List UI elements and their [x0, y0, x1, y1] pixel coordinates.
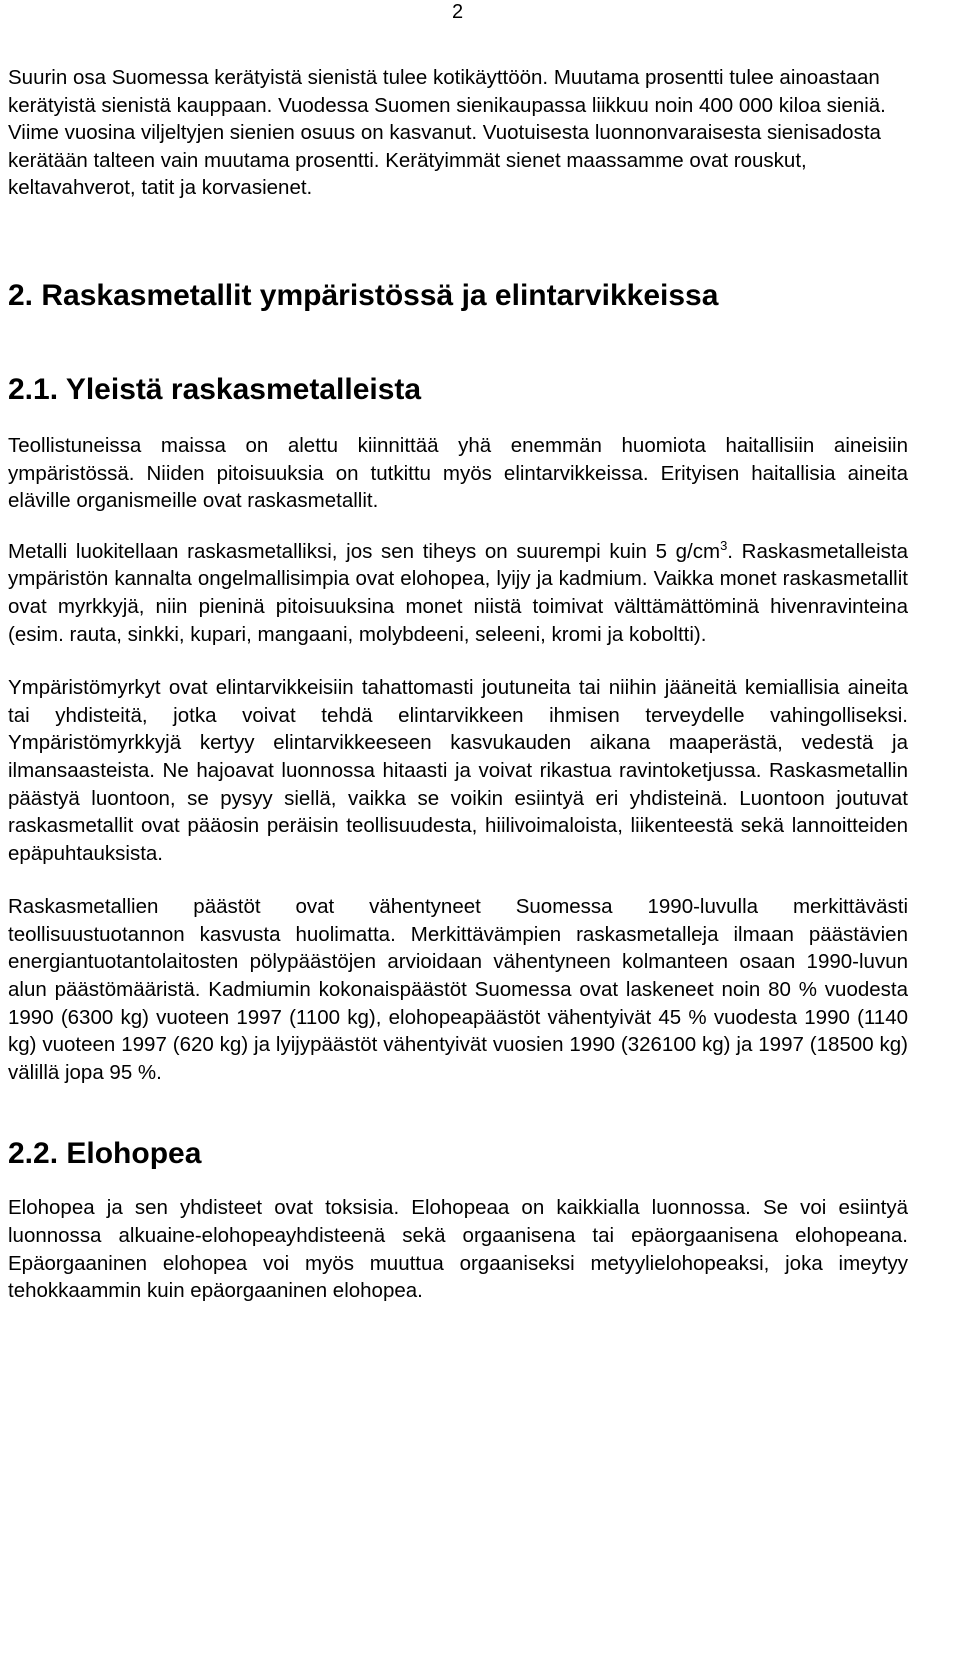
section-2-2-paragraph-1: Elohopea ja sen yhdisteet ovat toksisia. Elohopeaa on kaikkialla luonnossa. Se voi esiintyä luonnossa alkuaine-elohopeayhdisteenä sekä orgaanisena tai epäorgaanisena elohopeana. Epäorgaaninen elohopea voi myös muuttua orgaaniseksi metyylielohopeaksi, joka imeytyy tehokkaammin kuin epäorgaaninen elohopea. [8, 1196, 908, 1303]
section-2-heading: 2. Raskasmetallit ympäristössä ja elintarvikkeissa [8, 278, 719, 312]
page-number: 2 [452, 1, 464, 23]
section-2-1-paragraph-3: Ympäristömyrkyt ovat elintarvikkeisiin tahattomasti joutuneita tai niihin jääneitä kemiallisia aineita tai yhdisteitä, jotka voivat tehdä elintarvikkeen ihmisen terveydelle vahingolliseksi. Ympäristömyrkkyjä kertyy elintarvikkeeseen kasvukauden aikana maaperästä, vedestä ja ilmansaasteista. Ne hajoavat luonnossa hitaasti ja voivat rikastua ravintoketjussa. Raskasmetallin päästyä luontoon, se pysyy siellä, vaikka se voikin esiintyä eri yhdisteinä. Luontoon joutuvat raskasmetallit ovat pääosin peräisin teollisuudesta, hiilivoimaloista, liikenteestä sekä lannoitteiden epäpuhtauksista. [8, 676, 908, 865]
paragraph-2-superscript: 3 [720, 537, 728, 553]
section-2-2-heading: 2.2. Elohopea [8, 1137, 202, 1171]
section-2-1-paragraph-4: Raskasmetallien päästöt ovat vähentyneet Suomessa 1990-luvulla merkittävästi teollisuustuotannon kasvusta huolimatta. Merkittävämpien raskasmetalleja ilmaan päästävien energiantuotantolaitosten pölypäästöjen arvioidaan vähentyneen kolmanteen osaan 1990-luvun alun päästömääristä. Kadmiumin kokonaispäästöt Suomessa ovat laskeneet noin 80 % vuodesta 1990 (6300 kg) vuoteen 1997 (1100 kg), elohopeapäästöt vähentyivät 45 % vuodesta 1990 (1140 kg) vuoteen 1997 (620 kg) ja lyijypäästöt vähentyivät vuosien 1990 (326100 kg) ja 1997 (18500 kg) välillä jopa 95 %. [8, 895, 908, 1084]
paragraph-2-text-before-superscript: Metalli luokitellaan raskasmetalliksi, jos sen tiheys on suurempi kuin 5 g/cm [8, 539, 721, 563]
document-body [8, 64, 908, 1305]
section-2-1-heading: 2.1. Yleistä raskasmetalleista [8, 372, 422, 406]
paragraph-2-text-after-superscript: . Raskasmetalleista ympäristön kannalta ongelmallisimpia ovat elohopea, lyijy ja kadmium. Vaikka monet raskasmetallit ovat myrkkyjä, niin pieninä pitoisuuksina monet niistä toimivat välttämättöminä hivenravinteina (esim. rauta, sinkki, kupari, mangaani, molybdeeni, seleeni, kromi ja koboltti). [8, 539, 908, 646]
section-2-1-paragraph-1: Teollistuneissa maissa on alettu kiinnittää yhä enemmän huomiota haitallisiin aineisiin ympäristössä. Niiden pitoisuuksia on tutkittu myös elintarvikkeissa. Erityisen haitallisia aineita eläville organismeille ovat raskasmetallit. [8, 433, 908, 513]
intro-paragraph: Suurin osa Suomessa kerätyistä sienistä tulee kotikäyttöön. Muutama prosentti tulee ainoastaan kerätyistä sienistä kauppaan. Vuodessa Suomen sienikaupassa liikkuu noin 400 000 kiloa sieniä. Viime vuosina viljeltyjen sienien osuus on kasvanut. Vuotuisesta luonnonvaraisesta sienisadosta kerätään talteen vain muutama prosentti. Kerätyimmät sienet maassamme ovat rouskut, keltavahverot, tatit ja korvasienet. [8, 66, 886, 200]
section-2-1-paragraph-2 [8, 538, 908, 648]
